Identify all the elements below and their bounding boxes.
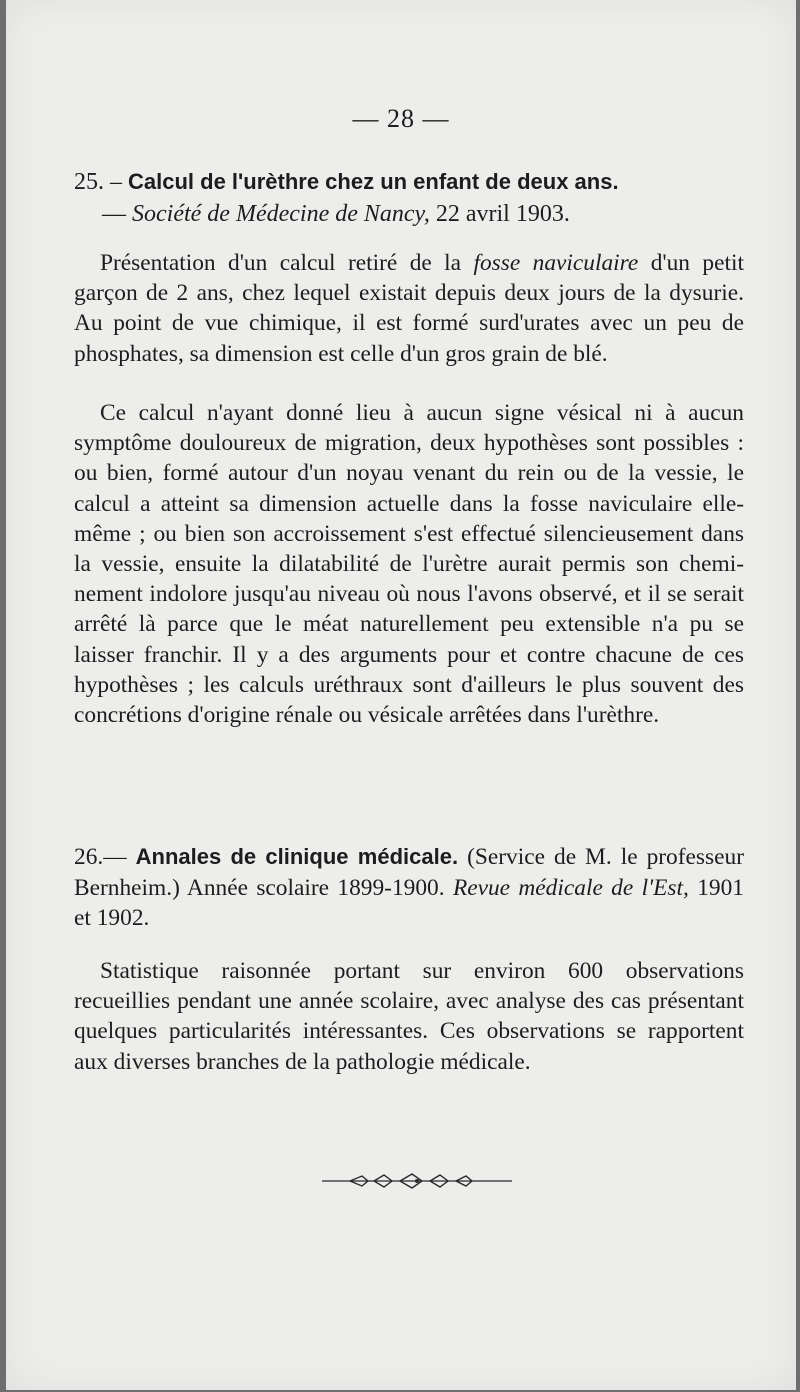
entry-26-heading (74, 842, 744, 934)
entry-25-number: 25. – (74, 169, 122, 195)
para1-italic-term: fosse naviculaire (473, 250, 639, 276)
entry-26-number: 26.— (74, 844, 127, 870)
para1-text-start: Présentation d'un calcul retiré de la (100, 250, 462, 276)
entry-26-journal: Revue médicale de l'Est, (452, 874, 689, 901)
entry-25-paragraph-1 (74, 248, 744, 369)
entry-25-paragraph-2: Ce calcul n'ayant donné lieu à aucun signe vésical ni à aucun symptôme douloureux de migration, deux hypothèses sont possibles : ou bien, formé autour d'un noyau venant du rein ou de la vessie, le calcul a atteint sa dimension actuelle dans la fosse naviculaire elle-même ; ou bien son accroissement s'est effectué silencieusement dans la vessie, ensuite la dilatabilité de l'urètre aurait permis son cheminement indolore jusqu'au niveau où nous l'avons observé, et il se serait arrêté là parce que le méat naturellement peu extensible n'a pu se laisser franchir. Il y a des arguments pour et contre chacune de ces hypothèses ; les calculs uréthraux sont d'ailleurs le plus souvent des concrétions d'origine rénale ou vésicale arrêtées dans l'urèthre. (74, 400, 744, 729)
entry-26-title: Annales de clinique médicale. (135, 844, 459, 869)
page-number: — 28 — (352, 104, 450, 133)
ornament-divider-icon (322, 1170, 512, 1190)
entry-25-heading (74, 166, 744, 230)
entry-25-source-dash: — (102, 201, 126, 227)
entry-26-paragraph: Statistique raisonnée portant sur environ 600 observations recueillies pendant une année scolaire, avec analyse des cas présentant quelques particularités intéressantes. Ces observations se rapportent aux diverses branches de la pathologie médicale. (74, 958, 744, 1075)
book-page (6, 0, 796, 1390)
entry-25-source: Société de Médecine de Nancy, (132, 201, 430, 227)
entry-26-description: (Service de M. le professeur Bernheim.) Année scolaire 1899-1900. (74, 844, 744, 901)
entry-25-title: Calcul de l'urèthre chez un enfant de deux ans. (128, 169, 619, 194)
para1-text-end: d'un petit garçon de 2 ans, chez lequel existait depuis deux jours de la dysurie. Au point de vue chimique, il est formé surd'urates avec un peu de phosphates, sa dimension est celle d'un gros grain de blé. (74, 250, 744, 367)
entry-25-date: 22 avril 1903. (435, 201, 570, 227)
entry-26-years: 1901 et 1902. (74, 874, 744, 931)
